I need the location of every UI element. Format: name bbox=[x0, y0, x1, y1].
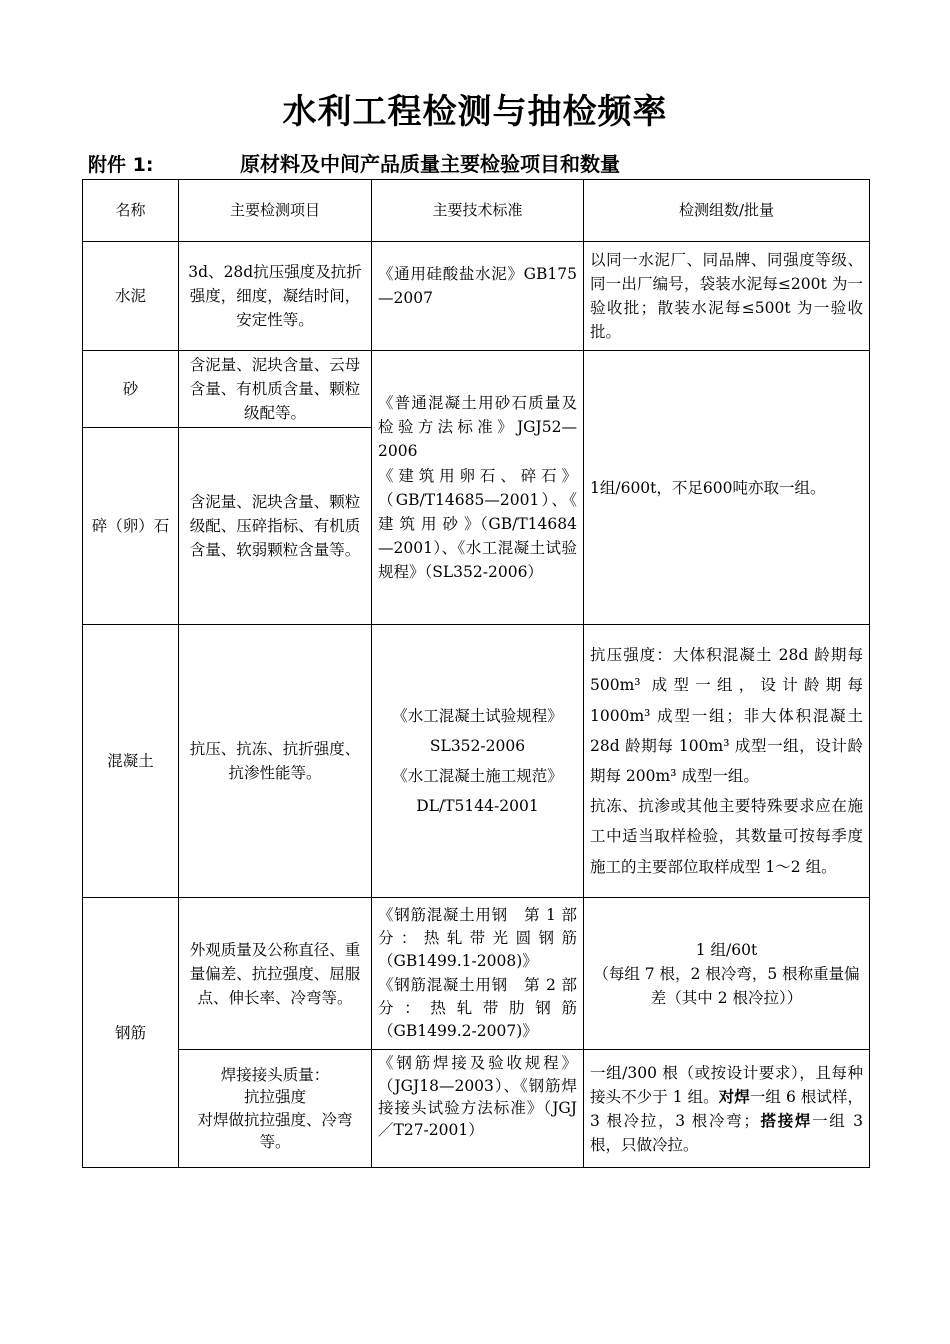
rebar-batch bbox=[584, 898, 870, 1050]
weld-items-3: 对焊做抗拉强度、冷弯等。 bbox=[197, 1110, 353, 1152]
header-standard: 主要技术标准 bbox=[372, 180, 584, 242]
aggregate-standard-1: 《普通混凝土用砂石质量及检验方法标准》JGJ52—2006 bbox=[378, 394, 577, 461]
sand-name: 砂 bbox=[83, 351, 179, 428]
rebar-name: 钢筋 bbox=[83, 898, 179, 1168]
weld-batch-butt: 对焊 bbox=[718, 1086, 750, 1106]
table-row bbox=[83, 242, 870, 351]
header-items: 主要检测项目 bbox=[179, 180, 372, 242]
attachment-label: 附件 1: bbox=[88, 154, 154, 176]
header-batch: 检测组数/批量 bbox=[584, 180, 870, 242]
aggregate-standard bbox=[372, 351, 584, 625]
cement-standard: 《通用硅酸盐水泥》GB175—2007 bbox=[372, 242, 584, 351]
concrete-standard bbox=[372, 625, 584, 898]
rebar-batch-1: 1 组/60t bbox=[695, 940, 758, 959]
table-row bbox=[83, 625, 870, 898]
aggregate-standard-2: 《建筑用卵石、碎石》（GB/T14685—2001）、《 建 筑 用 砂 》（GB/T14684—2001）、《水工混凝土试验规程》（SL352-2006） bbox=[378, 466, 577, 581]
cement-items: 3d、28d抗压强度及抗折强度，细度，凝结时间，安定性等。 bbox=[179, 242, 372, 351]
gravel-items: 含泥量、泥块含量、颗粒级配、压碎指标、有机质含量、软弱颗粒含量等。 bbox=[179, 428, 372, 625]
weld-batch-e: 一组 3 根，只做冷拉。 bbox=[590, 1111, 863, 1154]
header-name: 名称 bbox=[83, 180, 179, 242]
concrete-standard-2: 《水工混凝土施工规范》DL/T5144-2001 bbox=[392, 767, 563, 816]
concrete-items: 抗压、抗冻、抗折强度、抗渗性能等。 bbox=[179, 625, 372, 898]
cement-name: 水泥 bbox=[83, 242, 179, 351]
concrete-name: 混凝土 bbox=[83, 625, 179, 898]
page-title: 水利工程检测与抽检频率 bbox=[282, 92, 668, 132]
concrete-batch-2: 抗冻、抗渗或其他主要特殊要求应在施工中适当取样检验，其数量可按每季度施工的主要部位取样成型 1～2 组。 bbox=[590, 797, 863, 876]
weld-items-2: 抗拉强度 bbox=[243, 1088, 306, 1107]
table-row bbox=[83, 898, 870, 1050]
gravel-name: 碎（卵）石 bbox=[83, 428, 179, 625]
concrete-batch bbox=[584, 625, 870, 898]
rebar-standard-1: 《钢筋混凝土用钢 第 1 部分：热轧带光圆钢筋（GB1499.1-2008)》 bbox=[378, 905, 577, 971]
weld-batch bbox=[584, 1050, 870, 1168]
cement-batch: 以同一水泥厂、同品牌、同强度等级、同一出厂编号，袋装水泥每≤200t 为一验收批；散装水泥每≤500t 为一验收批。 bbox=[584, 242, 870, 351]
weld-batch-lap: 搭接焊 bbox=[758, 1110, 813, 1130]
rebar-standard bbox=[372, 898, 584, 1050]
weld-batch-a: 一组/300 根（或按设计要求），且每种接头不少于 1 组。 bbox=[590, 1063, 863, 1106]
concrete-batch-1: 抗压强度：大体积混凝土 28d 龄期每 500m³ 成型一组，设计龄期每 1000m³ 成型一组；非大体积混凝土 28d 龄期每 100m³ 成型一组，设计龄期每 200m³ 成型一组。 bbox=[590, 646, 863, 786]
weld-items-1: 焊接接头质量： bbox=[220, 1065, 330, 1084]
aggregate-batch: 1组/600t，不足600吨亦取一组。 bbox=[584, 351, 870, 625]
inspection-table bbox=[82, 179, 870, 1168]
rebar-items: 外观质量及公称直径、重量偏差、抗拉强度、屈服点、伸长率、冷弯等。 bbox=[179, 898, 372, 1050]
weld-standard: 《钢筋焊接及验收规程》（JGJ18—2003）、《钢筋焊接接头试验方法标准》（JGJ／T27-2001） bbox=[372, 1050, 584, 1168]
rebar-batch-2: （每组 7 根，2 根冷弯，5 根称重量偏差（其中 2 根冷拉）） bbox=[593, 964, 860, 1007]
rebar-standard-2: 《钢筋混凝土用钢 第 2 部分：热轧带肋钢筋（GB1499.2-2007)》 bbox=[378, 975, 577, 1041]
table-header-row bbox=[83, 180, 870, 242]
weld-items bbox=[179, 1050, 372, 1168]
table-row bbox=[83, 351, 870, 428]
table-row bbox=[83, 1050, 870, 1168]
table-subtitle: 原材料及中间产品质量主要检验项目和数量 bbox=[240, 152, 620, 176]
weld-batch-c: 一组 6 根试样，3 根冷拉，3 根冷弯； bbox=[590, 1087, 863, 1130]
sand-items: 含泥量、泥块含量、云母含量、有机质含量、颗粒级配等。 bbox=[179, 351, 372, 428]
concrete-standard-1: 《水工混凝土试验规程》SL352-2006 bbox=[392, 706, 563, 755]
